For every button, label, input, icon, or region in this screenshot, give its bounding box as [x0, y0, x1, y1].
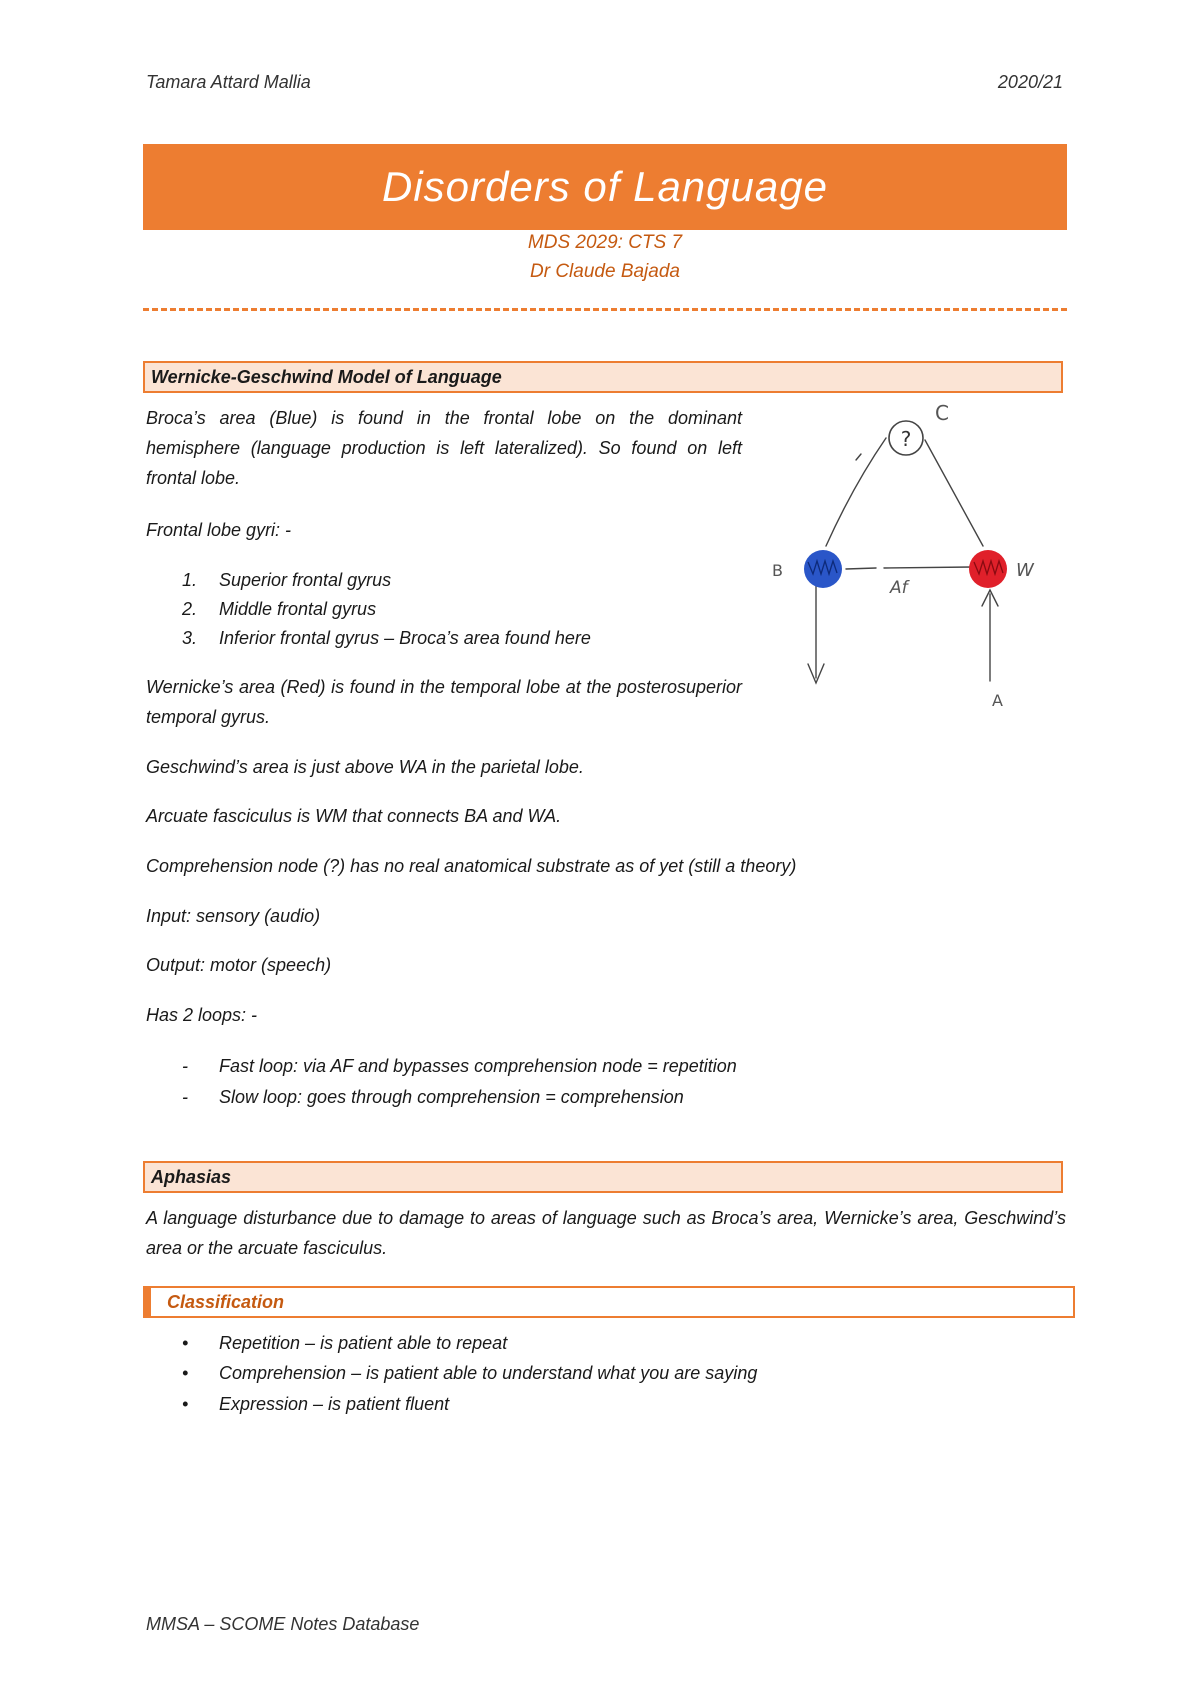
section-heading-text: Aphasias — [151, 1166, 232, 1187]
title-banner — [143, 144, 1067, 230]
section-heading-text: Wernicke-Geschwind Model of Language — [151, 366, 502, 387]
section-heading-wernicke — [143, 361, 1063, 393]
list-item-text: Slow loop: goes through comprehension = comprehension — [219, 1087, 684, 1107]
list-item-text: Repetition – is patient able to repeat — [219, 1333, 508, 1353]
paragraph-geschwind: Geschwind’s area is just above WA in the parietal lobe. — [146, 757, 584, 777]
subsection-heading-text: Classification — [167, 1291, 285, 1312]
paragraph-output: Output: motor (speech) — [146, 955, 332, 975]
paragraph-wernicke: Wernicke’s area (Red) is found in the temporal lobe at the posterosuperior temporal gyrus. — [146, 677, 742, 727]
paragraph-loops-intro: Has 2 loops: - — [146, 1005, 258, 1025]
label-b: B — [772, 561, 783, 580]
subsection-heading-classification — [143, 1286, 1075, 1318]
list-item-text: Middle frontal gyrus — [219, 599, 377, 619]
label-input: A — [992, 691, 1003, 710]
list-item-text: Fast loop: via AF and bypasses comprehension node = repetition — [219, 1056, 737, 1076]
list-item-text: Superior frontal gyrus — [219, 570, 392, 590]
list-item-text: Comprehension – is patient able to understand what you are saying — [219, 1363, 758, 1383]
lecturer-name: Dr Claude Bajada — [530, 261, 680, 282]
header-author: Tamara Attard Mallia — [146, 72, 311, 92]
footer-text: MMSA – SCOME Notes Database — [146, 1614, 420, 1634]
label-c: C — [935, 401, 949, 425]
paragraph-aphasia-definition: A language disturbance due to damage to areas of language such as Broca’s area, Wernicke’s area, Geschwind’s area or the arcuate fasciculus. — [146, 1208, 1066, 1258]
label-arcuate-fasciculus: Af — [890, 578, 908, 598]
header-year: 2020/21 — [997, 72, 1063, 92]
list-item-text: Expression – is patient fluent — [219, 1394, 450, 1414]
wernicke-geschwind-diagram — [768, 396, 1068, 718]
page-title: Disorders of Language — [382, 163, 828, 210]
paragraph-arcuate: Arcuate fasciculus is WM that connects BA and WA. — [146, 806, 562, 826]
label-w: W — [1016, 560, 1034, 581]
paragraph-input: Input: sensory (audio) — [146, 906, 321, 926]
comprehension-node-symbol: ? — [900, 427, 912, 451]
list-item-text: Inferior frontal gyrus – Broca’s area found here — [219, 628, 591, 648]
paragraph-comprehension: Comprehension node (?) has no real anatomical substrate as of yet (still a theory) — [146, 856, 797, 876]
dashed-divider — [143, 308, 1067, 311]
course-code: MDS 2029: CTS 7 — [527, 232, 683, 253]
paragraph-gyri-intro: Frontal lobe gyri: - — [146, 520, 292, 540]
paragraph-broca: Broca’s area (Blue) is found in the frontal lobe on the dominant hemisphere (language production is left lateralized). So found on left frontal lobe. — [146, 408, 742, 488]
section-heading-aphasias — [143, 1161, 1063, 1193]
